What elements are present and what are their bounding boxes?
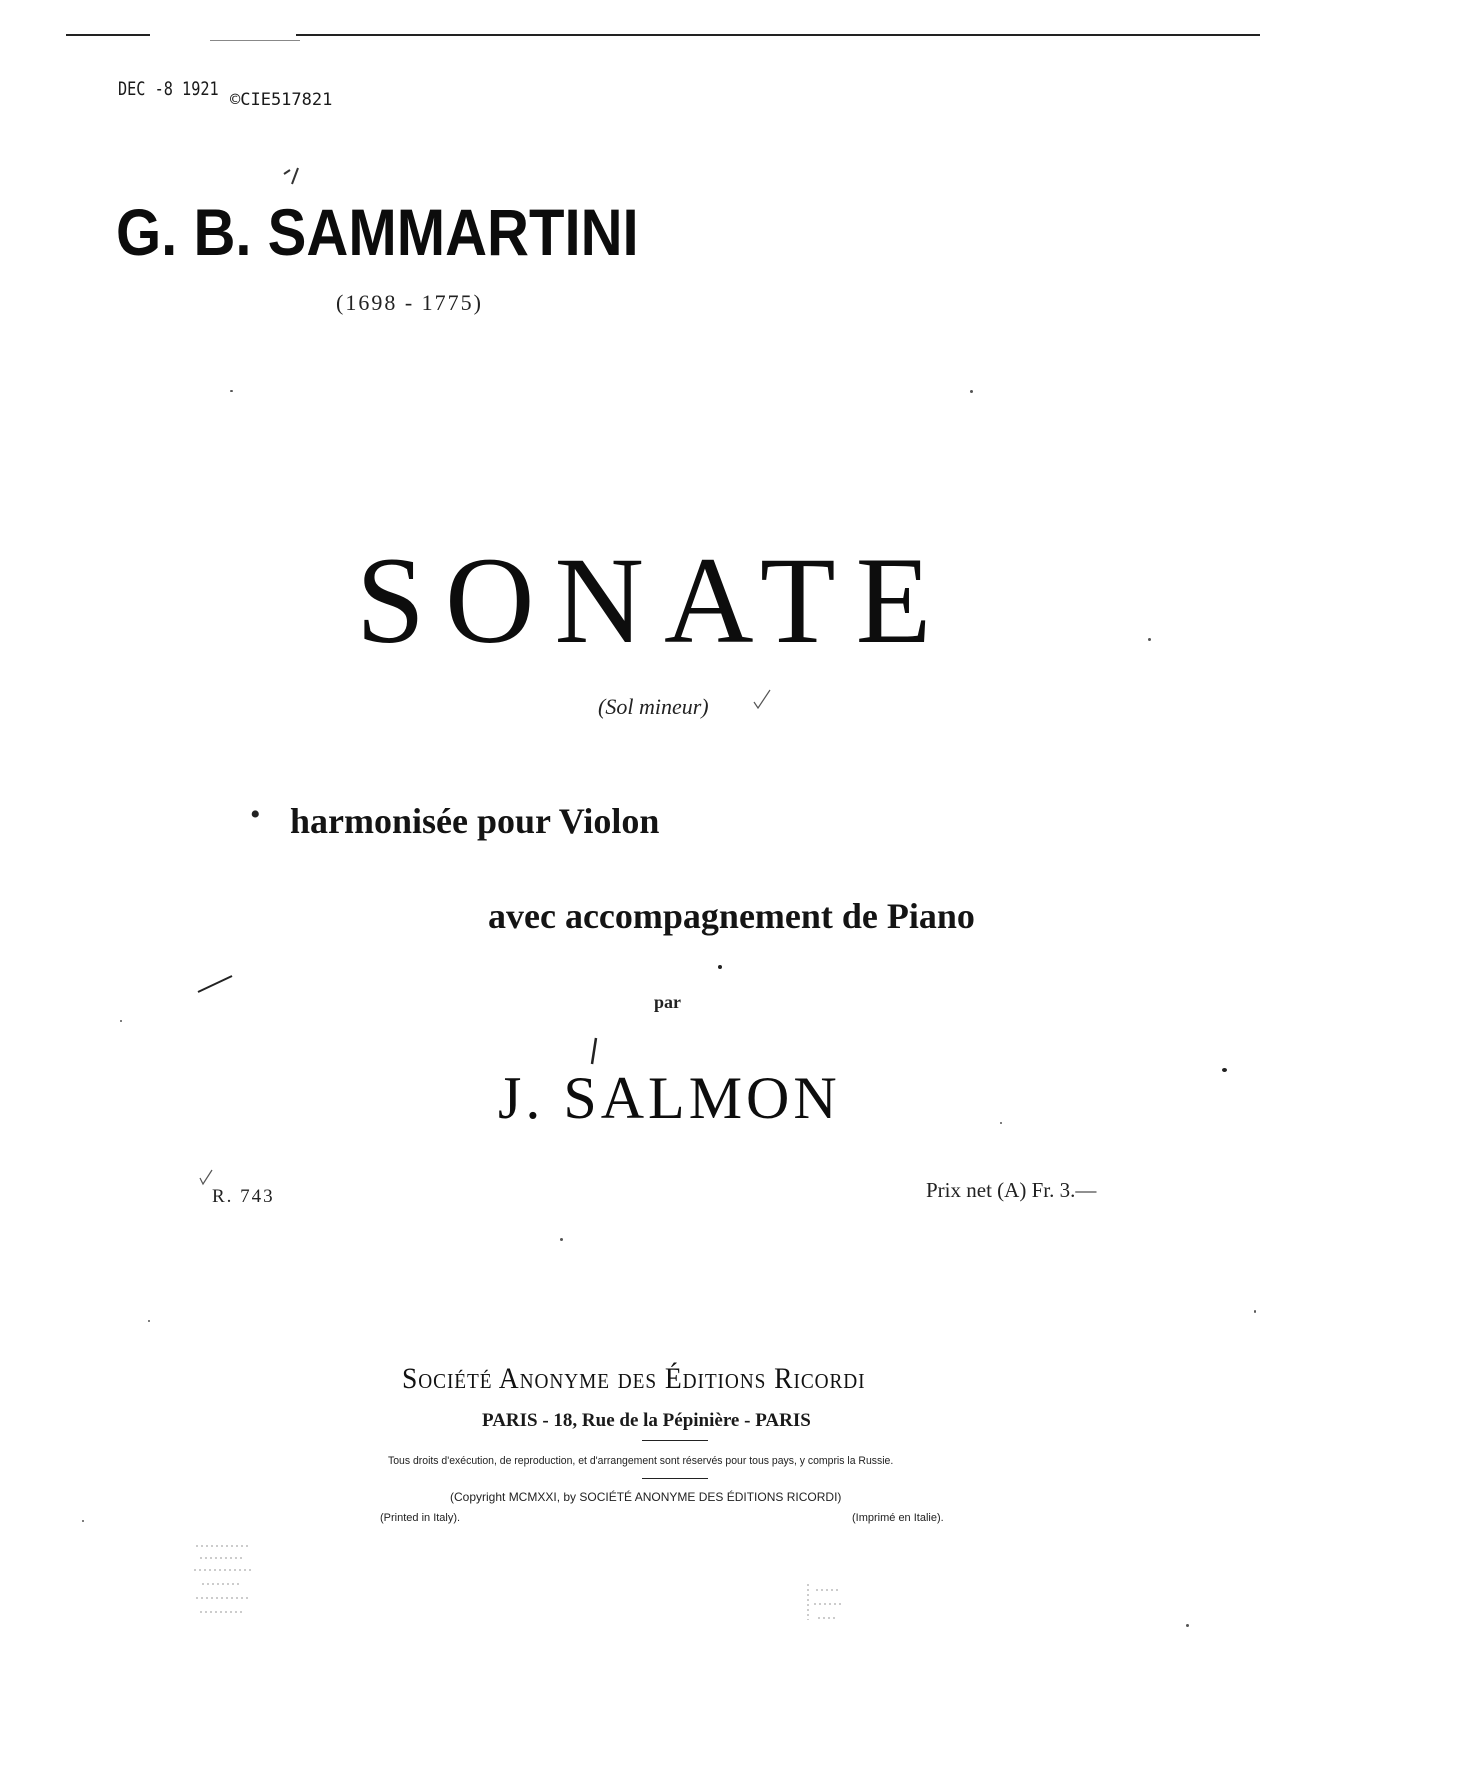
catalog-number: R. 743	[212, 1186, 275, 1207]
top-rule-main	[296, 34, 1260, 36]
scan-speck	[120, 1020, 122, 1022]
scan-speck	[82, 1520, 84, 1522]
scan-speck	[1186, 1624, 1189, 1627]
scan-speck	[970, 390, 973, 393]
pencil-tick-mark-small	[752, 688, 772, 712]
printed-in-italy-en: (Printed in Italy).	[380, 1512, 461, 1524]
scan-speck	[1148, 638, 1151, 641]
rights-notice: Tous droits d'exécution, de reproduction, et d'arrangement sont réservés pour tous pays, y compris la Russie.	[388, 1455, 894, 1467]
copyright-notice: (Copyright MCMXXI, by SOCIÉTÉ ANONYME DES ÉDITIONS RICORDI)	[450, 1490, 842, 1504]
work-title: SONATE	[356, 532, 952, 669]
scan-speck	[1222, 1068, 1227, 1072]
composer-life-dates: (1698 - 1775)	[336, 290, 483, 315]
net-price: Prix net (A) Fr. 3.—	[926, 1178, 1097, 1202]
arranger-name: J. SALMON	[498, 1065, 841, 1131]
instrumentation-line: harmonisée pour Violon	[290, 801, 660, 841]
scan-smudge	[804, 1580, 848, 1630]
footer-rule-1	[642, 1440, 708, 1441]
scan-speck	[1254, 1310, 1256, 1313]
scan-speck	[718, 965, 722, 969]
by-label: par	[654, 992, 681, 1012]
accompaniment-line: avec accompagnement de Piano	[488, 896, 975, 936]
publisher-name: Société Anonyme des Éditions Ricordi	[402, 1362, 866, 1395]
pencil-check-mark	[282, 166, 306, 186]
scan-speck	[1000, 1122, 1002, 1124]
top-rule-left	[66, 34, 150, 36]
scan-speck	[148, 1320, 150, 1322]
pencil-tick-mark	[586, 1036, 600, 1066]
pencil-tick-mark-catalog	[198, 1168, 214, 1186]
top-rule-thin	[210, 40, 300, 41]
scan-speck	[230, 390, 233, 392]
bullet-dot: •	[250, 798, 261, 831]
copyright-registration-stamp: ©CIE517821	[230, 90, 333, 110]
pencil-stroke-mark	[196, 972, 236, 996]
composer-name: G. B. SAMMARTINI	[116, 195, 639, 269]
publisher-address: PARIS - 18, Rue de la Pépinière - PARIS	[482, 1410, 811, 1431]
scan-speck	[560, 1238, 563, 1241]
receipt-date-stamp: DEC -8 1921	[118, 78, 219, 100]
scan-smudge	[190, 1540, 260, 1630]
key-signature-label: (Sol mineur)	[598, 694, 709, 719]
printed-in-italy-fr: (Imprimé en Italie).	[852, 1512, 944, 1524]
footer-rule-2	[642, 1478, 708, 1479]
